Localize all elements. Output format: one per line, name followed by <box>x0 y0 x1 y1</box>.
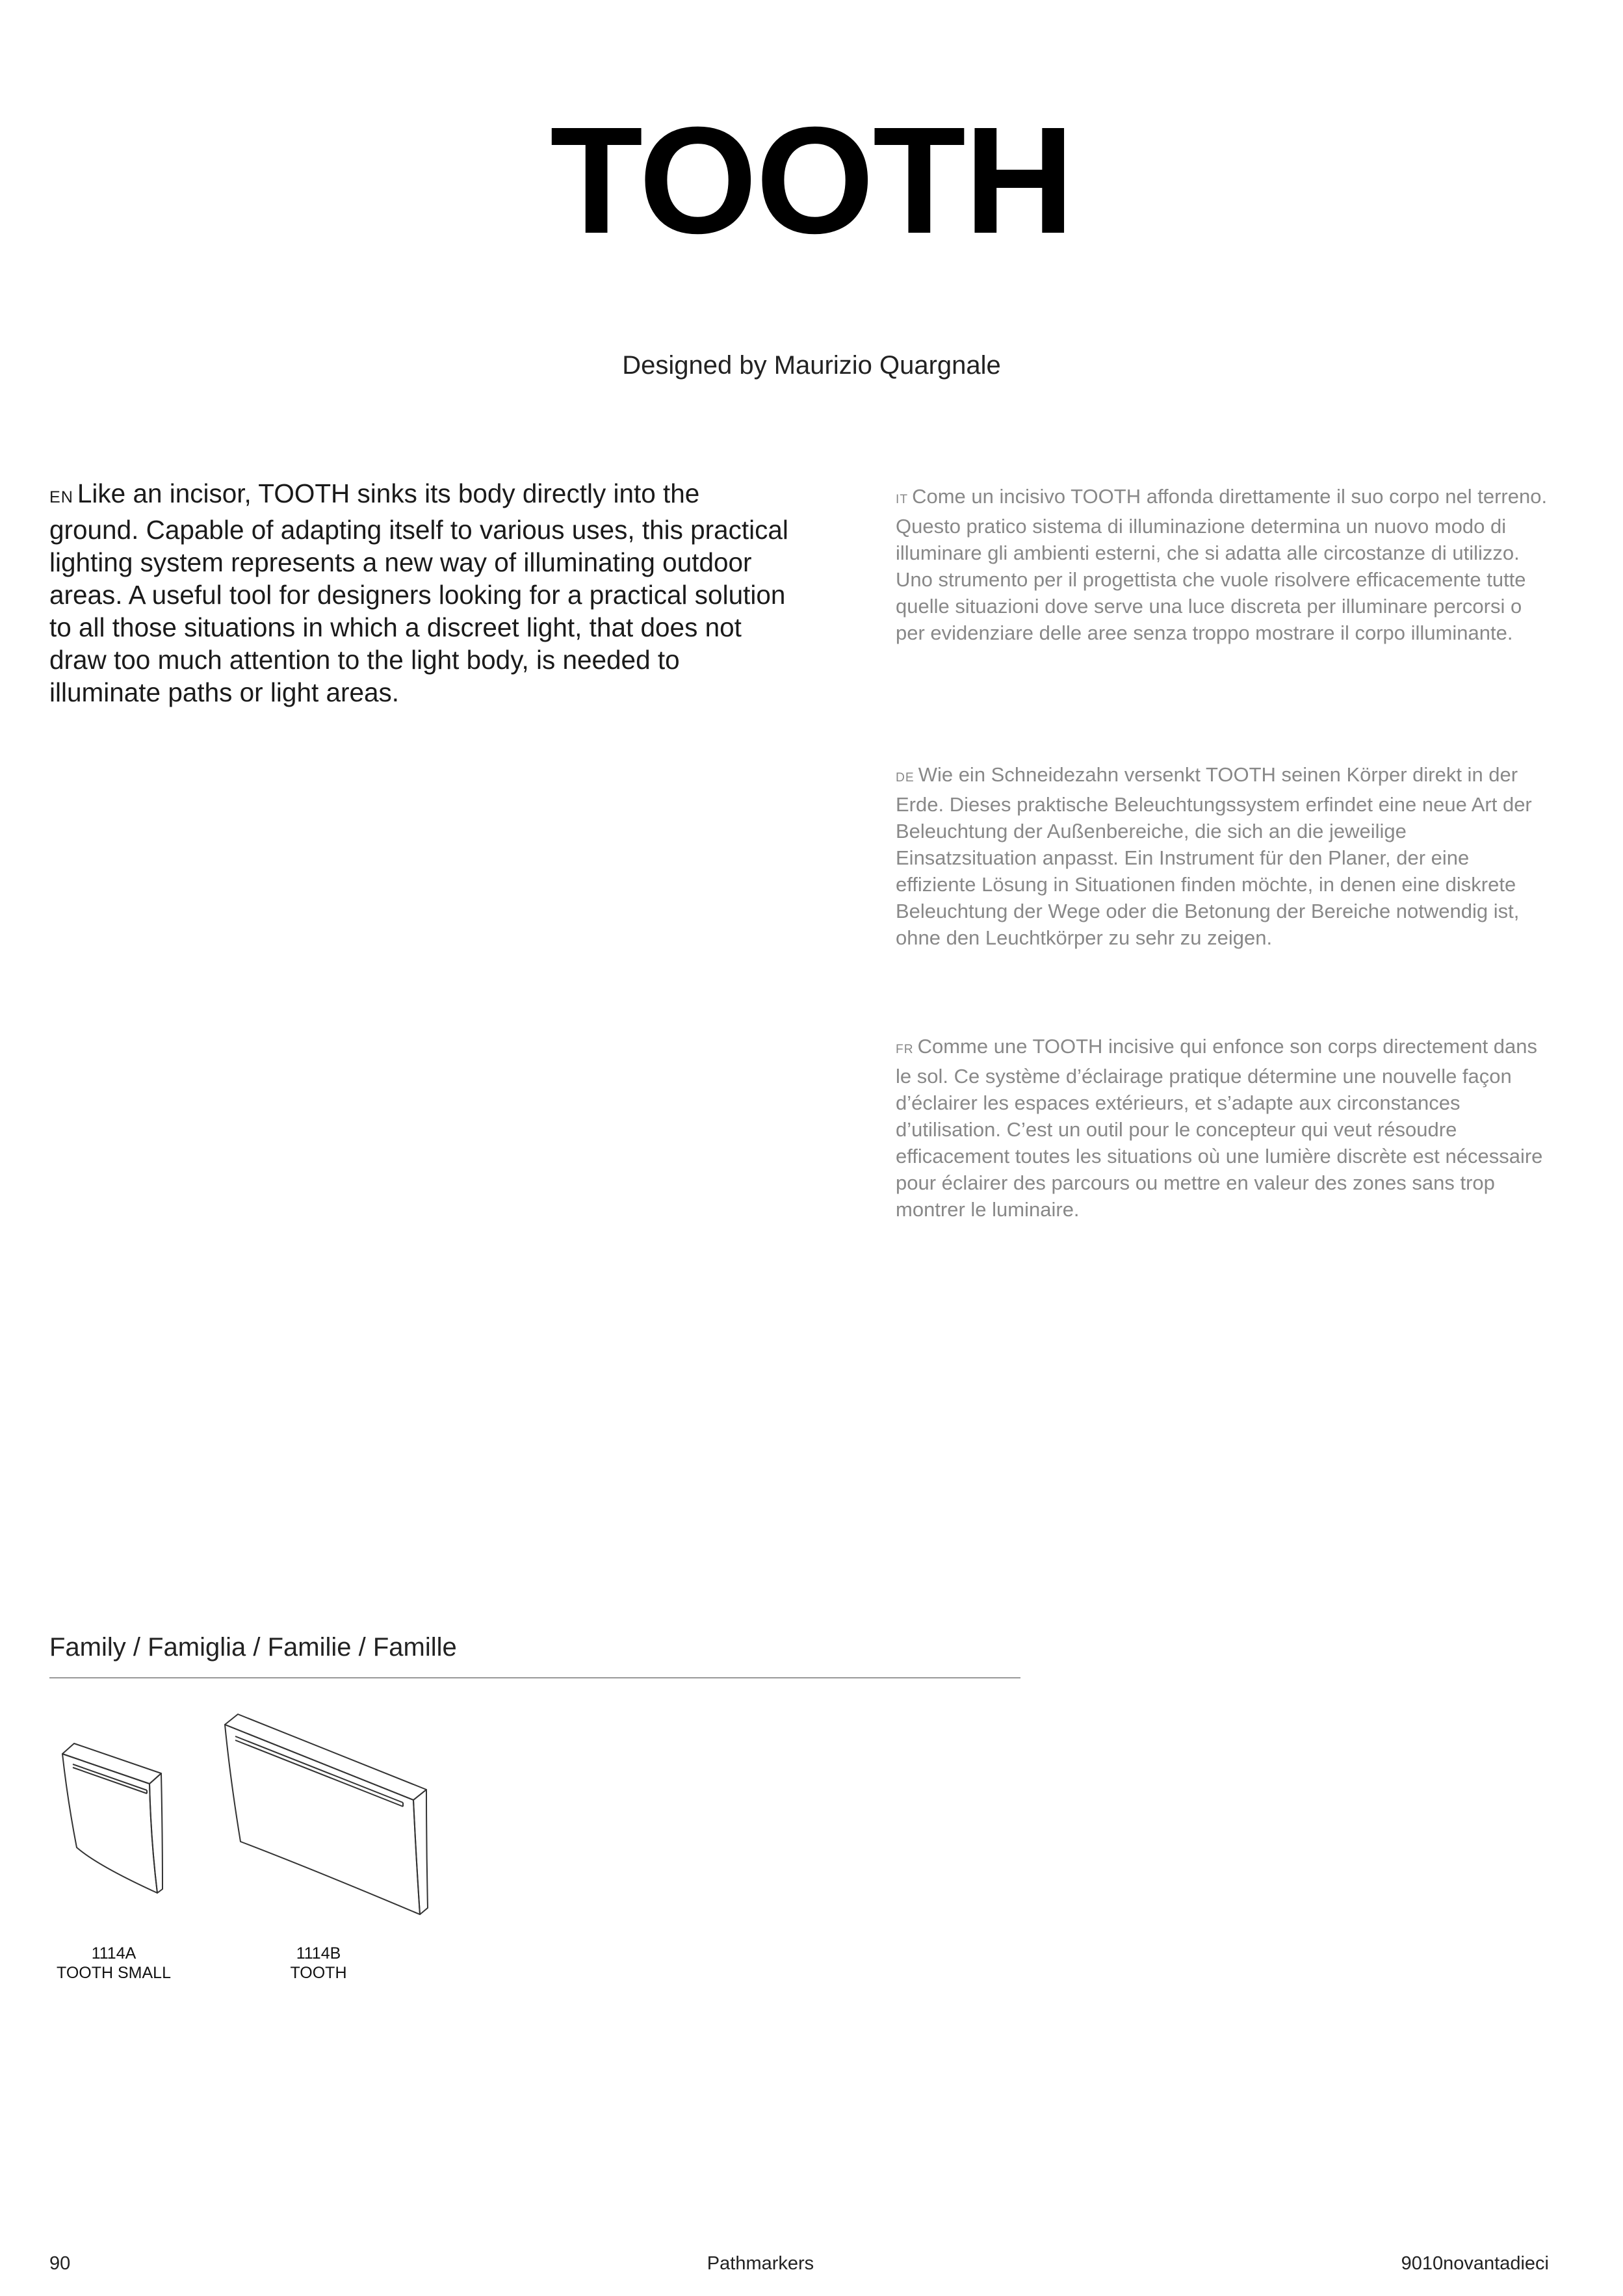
description-en-text: Like an incisor, TOOTH sinks its body directly into the ground. Capable of adapting itself to various uses, this practical lighting system represents a new way of illuminating outdoor areas. A useful tool for designers looking for a practical solution to all those situations in which a discreet light, that does not draw too much attention to the light body, is needed to illuminate paths or light areas. <box>49 478 788 707</box>
tooth-line-drawing <box>221 1706 435 1918</box>
description-it <box>896 483 1552 646</box>
brand-name: 9010novantadieci <box>1401 2253 1549 2274</box>
description-de-text: Wie ein Schneidezahn versenkt TOOTH seinen Körper direkt in der Erde. Dieses praktische Beleuchtungssystem erfindet eine neue Art der Beleuchtung der Außenbereiche, die sich an die jeweilige Einsatzsituation anpasst. Ein Instrument für den Planer, der eine effiziente Lösung in Situationen finden möchte, in denen eine diskrete Beleuchtung der Wege oder die Betonung der Bereiche notwendig ist, ohne den Leuchtkörper zu sehr zu zeigen. <box>896 763 1532 949</box>
family-heading: Family / Famiglia / Familie / Famille <box>49 1633 457 1662</box>
description-de <box>896 761 1552 951</box>
product-drawing-tooth <box>221 1706 435 1918</box>
page-number: 90 <box>49 2253 71 2274</box>
section-name: Pathmarkers <box>707 2253 814 2274</box>
product-name: TOOTH <box>290 1964 347 1982</box>
lang-label-it: IT <box>896 493 909 506</box>
lang-label-fr: FR <box>896 1043 914 1056</box>
lang-label-de: DE <box>896 771 915 785</box>
product-code: 1114B <box>296 1944 341 1963</box>
product-code: 1114A <box>91 1944 136 1963</box>
product-name: TOOTH SMALL <box>57 1964 171 1982</box>
description-fr <box>896 1033 1552 1223</box>
tooth-small-line-drawing <box>58 1736 169 1898</box>
description-it-text: Come un incisivo TOOTH affonda direttamente il suo corpo nel terreno. Questo pratico sistema di illuminazione determina un nuovo modo di illuminare gli ambienti esterni, che si adatta alle circostanze di utilizzo. Uno strumento per il progettista che vuole risolvere efficacemente tutte quelle situazioni dove serve una luce discreta per illuminare percorsi o per evidenziare delle aree senza troppo mostrare il corpo illuminante. <box>896 485 1548 644</box>
product-caption-1114a <box>39 1944 188 1983</box>
lang-label-en: EN <box>49 488 73 506</box>
designer-credit: Designed by Maurizio Quargnale <box>622 351 1001 380</box>
family-divider <box>49 1677 1020 1678</box>
description-fr-text: Comme une TOOTH incisive qui enfonce son corps directement dans le sol. Ce système d’éclairage pratique détermine une nouvelle façon d’éclairer les espaces extérieurs, et s’adapte aux circonstances d’utilisation. C’est un outil pour le concepteur qui veut résoudre efficacement toutes les situations où une lumière discrète est nécessaire pour éclairer des parcours ou mettre en valeur des zones sans trop montrer le luminaire. <box>896 1035 1543 1221</box>
page-title: TOOTH <box>550 95 1073 265</box>
product-caption-1114b <box>247 1944 390 1983</box>
product-drawing-tooth-small <box>58 1736 169 1898</box>
description-en <box>49 477 790 709</box>
